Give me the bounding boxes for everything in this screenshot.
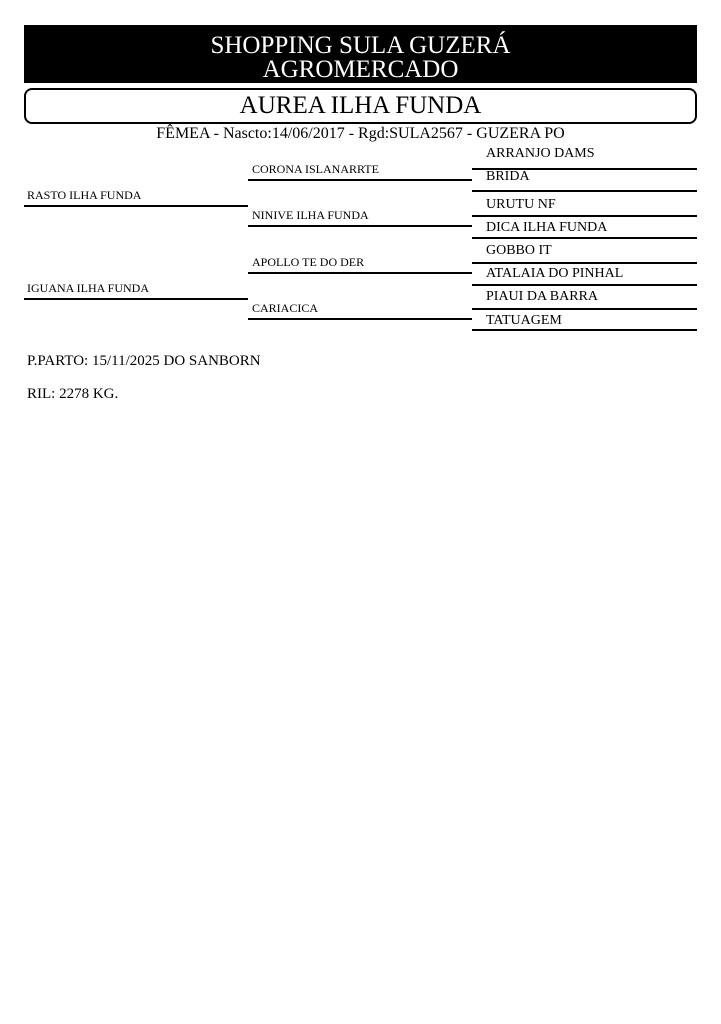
pedigree-dam-dam: CARIACICA xyxy=(252,301,319,315)
pedigree-line xyxy=(472,262,697,264)
animal-name-box xyxy=(24,88,697,124)
catalog-header xyxy=(24,25,697,83)
pedigree-line xyxy=(24,298,248,300)
pedigree-line xyxy=(248,272,472,274)
header-title-line2: AGROMERCADO xyxy=(262,56,459,83)
pedigree-dam-sire-sire: GOBBO IT xyxy=(486,243,552,258)
pedigree-line xyxy=(248,179,472,181)
expected-calving: P.PARTO: 15/11/2025 DO SANBORN xyxy=(27,353,261,369)
pedigree-sire-sire-dam: BRIDA xyxy=(486,169,530,184)
animal-details: FÊMEA - Nascto:14/06/2017 - Rgd:SULA2567 - GUZERA PO xyxy=(156,125,565,142)
pedigree-dam: IGUANA ILHA FUNDA xyxy=(27,281,149,295)
pedigree-sire-dam-sire: URUTU NF xyxy=(486,197,556,212)
milk-yield: RIL: 2278 KG. xyxy=(27,386,119,402)
pedigree-sire-sire-sire: ARRANJO DAMS xyxy=(486,146,595,161)
pedigree-line xyxy=(472,237,697,239)
pedigree-line xyxy=(472,190,697,192)
pedigree-line xyxy=(472,215,697,217)
pedigree-sire-dam-dam: DICA ILHA FUNDA xyxy=(486,220,608,235)
pedigree-dam-sire-dam: ATALAIA DO PINHAL xyxy=(486,266,624,281)
pedigree-sire-dam: NINIVE ILHA FUNDA xyxy=(252,208,369,222)
pedigree-dam-dam-sire: PIAUI DA BARRA xyxy=(486,289,599,304)
animal-name: AUREA ILHA FUNDA xyxy=(239,92,482,119)
pedigree-dam-sire: APOLLO TE DO DER xyxy=(252,255,365,269)
header-title-line1: SHOPPING SULA GUZERÁ xyxy=(210,32,511,59)
pedigree-sire: RASTO ILHA FUNDA xyxy=(27,188,142,202)
pedigree-line xyxy=(472,284,697,286)
pedigree-sire-sire: CORONA ISLANARRTE xyxy=(252,162,379,176)
pedigree-line xyxy=(248,225,472,227)
pedigree-line xyxy=(24,205,248,207)
pedigree-line xyxy=(472,329,697,331)
pedigree-line xyxy=(472,308,697,310)
pedigree-dam-dam-dam: TATUAGEM xyxy=(486,313,562,328)
pedigree-line xyxy=(248,318,472,320)
